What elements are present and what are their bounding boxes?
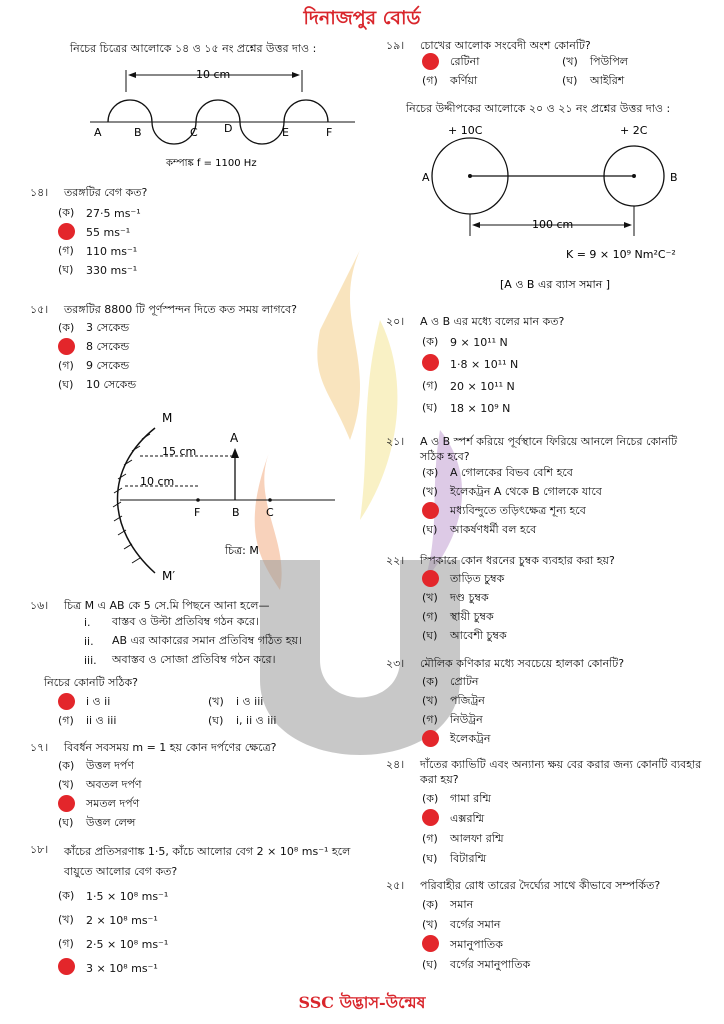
wave-frequency: কম্পাঙ্ক f = 1100 Hz [166, 158, 257, 169]
q19-option-1[interactable]: রেটিনা [422, 53, 562, 72]
q22-option-3[interactable]: (গ) স্থায়ী চুম্বক [422, 610, 494, 623]
q18-text: কাঁচের প্রতিসরণাঙ্ক 1·5, কাঁচে আলোর বেগ 2 × 10⁸ ms⁻¹ হলে বায়ুতে আলোর বেগ কত? [64, 845, 351, 878]
q24-option-4[interactable]: (ঘ) বিটারশ্মি [422, 851, 487, 865]
charge-a-value: + 10C [448, 124, 483, 137]
figure-caption: চিত্র: M [225, 544, 259, 557]
question-17 [30, 740, 370, 833]
q24-option-2[interactable]: এক্সরশ্মি [422, 809, 702, 829]
q20-option-3[interactable]: (গ) 20 × 10¹¹ N [422, 378, 515, 393]
mirror-label-m: M [162, 411, 173, 425]
q14-text: তরঙ্গটির বেগ কত? [64, 186, 148, 199]
q14-option-4[interactable]: (ঘ) 330 ms⁻¹ [58, 263, 138, 277]
wave-point-a: A [94, 126, 102, 139]
question-19 [386, 38, 706, 91]
q18-number: ১৮। [30, 843, 49, 856]
question-20 [386, 314, 706, 419]
q19-option-2[interactable]: (খ) পিউপিল [562, 55, 628, 68]
wave-diagram [70, 60, 370, 175]
question-16 [30, 598, 370, 731]
answer-mark-icon [58, 958, 75, 975]
q24-option-1[interactable]: (ক) গামা রশ্মি [422, 791, 491, 805]
question-18 [30, 842, 360, 980]
q19-option-4[interactable]: (ঘ) আইরিশ [562, 74, 625, 87]
answer-mark-icon [422, 730, 439, 747]
q16-ask: নিচের কোনটি সঠিক? [44, 676, 138, 689]
q22-option-1[interactable]: তাড়িত চুম্বক [422, 570, 706, 589]
q16-statement-1: i. বাস্তব ও উল্টা প্রতিবিম্ব গঠন করে। [84, 615, 259, 629]
wave-point-c: C [190, 126, 198, 139]
answer-mark-icon [422, 935, 439, 952]
q22-option-4[interactable]: (ঘ) আবেশী চুম্বক [422, 629, 507, 642]
question-24 [386, 757, 702, 869]
object-label-a: A [230, 431, 239, 445]
q16-number: ১৬। [30, 599, 49, 612]
q19-number: ১৯। [386, 39, 405, 52]
q21-option-3[interactable]: মধ্যবিন্দুতে তড়িৎক্ষেত্র শূন্য হবে [422, 502, 702, 521]
q23-option-2[interactable]: (খ) পজিট্রন [422, 694, 485, 707]
q15-option-1[interactable]: (ক) 3 সেকেন্ড [58, 321, 130, 334]
sphere-label-b: B [670, 171, 678, 184]
q17-option-1[interactable]: (ক) উত্তল দর্পণ [58, 759, 135, 772]
q22-text: স্পিকারে কোন ধরনের চুম্বক ব্যবহার করা হয়? [420, 554, 615, 567]
question-23 [386, 656, 706, 749]
q21-option-2[interactable]: (খ) ইলেকট্রন A থেকে B গোলকে যাবে [422, 485, 602, 498]
diameter-note: [A ও B এর ব্যাস সমান ] [500, 278, 611, 291]
q19-text: চোখের আলোক সংবেদী অংশ কোনটি? [420, 39, 591, 52]
charges-diagram [410, 118, 710, 298]
q14-option-1[interactable]: (ক) 27·5 ms⁻¹ [58, 206, 141, 220]
intro-14-15: নিচের চিত্রের আলোকে ১৪ ও ১৫ নং প্রশ্নের উত্তর দাও : [70, 42, 317, 55]
answer-mark-icon [422, 809, 439, 826]
q24-option-3[interactable]: (গ) আলফা রশ্মি [422, 831, 504, 845]
wave-distance-label: 10 cm [196, 68, 231, 81]
mirror-diagram [100, 408, 350, 588]
q20-number: ২০। [386, 315, 405, 328]
wave-point-f: F [326, 126, 333, 139]
q25-option-1[interactable]: (ক) সমান [422, 897, 474, 911]
q25-text: পরিবাহীর রোধ তারের দৈর্ঘ্যের সাথে কীভাবে সম্পর্কিত? [420, 879, 661, 892]
q18-option-2[interactable]: (খ) 2 × 10⁸ ms⁻¹ [58, 912, 158, 927]
q16-option-1[interactable]: i ও ii [58, 693, 208, 712]
q17-option-3[interactable]: সমতল দর্পণ [58, 795, 370, 814]
q16-option-3[interactable]: (গ) ii ও iii [58, 714, 117, 727]
q19-option-3[interactable]: (গ) কর্ণিয়া [422, 74, 478, 87]
q23-text: মৌলিক কণিকার মধ্যে সবচেয়ে হালকা কোনটি? [420, 657, 625, 670]
q23-option-3[interactable]: (গ) নিউট্রন [422, 713, 483, 726]
q17-option-4[interactable]: (ঘ) উত্তল লেন্স [58, 816, 136, 829]
coulomb-constant: K = 9 × 10⁹ Nm²C⁻² [566, 248, 676, 261]
q16-option-4[interactable]: (ঘ) i, ii ও iii [208, 714, 277, 727]
wave-point-d: D [224, 122, 233, 135]
q18-option-1[interactable]: (ক) 1·5 × 10⁸ ms⁻¹ [58, 888, 169, 903]
q16-option-2[interactable]: (খ) i ও iii [208, 695, 264, 708]
q20-option-4[interactable]: (ঘ) 18 × 10⁹ N [422, 400, 511, 415]
point-label-c: C [266, 506, 274, 519]
question-22 [386, 553, 706, 646]
q18-option-3[interactable]: (গ) 2·5 × 10⁸ ms⁻¹ [58, 936, 169, 951]
answer-mark-icon [422, 502, 439, 519]
question-25 [386, 878, 706, 975]
q16-text: চিত্র M এ AB কে 5 সে.মি পিছনে আনা হলে— [64, 599, 270, 612]
q21-option-1[interactable]: (ক) A গোলকের বিভব বেশি হবে [422, 466, 573, 479]
answer-mark-icon [58, 223, 75, 240]
q20-text: A ও B এর মধ্যে বলের মান কত? [420, 315, 565, 328]
q20-option-1[interactable]: (ক) 9 × 10¹¹ N [422, 334, 508, 349]
intro-20-21: নিচের উদ্দীপকের আলোকে ২০ ও ২১ নং প্রশ্নের উত্তর দাও : [406, 102, 671, 115]
q20-option-2[interactable]: 1·8 × 10¹¹ N [422, 353, 706, 375]
question-21 [386, 434, 702, 540]
answer-mark-icon [422, 53, 439, 70]
wave-point-b: B [134, 126, 142, 139]
q25-number: ২৫। [386, 879, 405, 892]
q16-statement-3: iii. অবাস্তব ও সোজা প্রতিবিম্ব গঠন করে। [84, 653, 276, 667]
q16-statement-2: ii. AB এর আকারের সমান প্রতিবিম্ব গঠিত হয়। [84, 634, 302, 648]
focus-label-f: F [194, 506, 201, 519]
q15-text: তরঙ্গটির 8800 টি পূর্ণস্পন্দন দিতে কত সময় লাগবে? [64, 303, 297, 316]
q15-option-4[interactable]: (ঘ) 10 সেকেন্ড [58, 378, 137, 391]
question-15 [30, 302, 370, 395]
q25-option-2[interactable]: (খ) বর্গের সমান [422, 917, 501, 931]
sphere-label-a: A [422, 171, 430, 184]
point-label-b: B [232, 506, 240, 519]
answer-mark-icon [422, 354, 439, 371]
q25-option-3[interactable]: সমানুপাতিক [422, 935, 706, 955]
q18-option-4[interactable]: 3 × 10⁸ ms⁻¹ [58, 956, 360, 980]
q24-text: দাঁতের ক্যাভিটি এবং অন্যান্য ক্ষয় বের করার জন্য কোনটি ব্যবহার করা হয়? [420, 758, 702, 786]
footer-brand: SSC উদ্ভাস-উন্মেষ [298, 993, 426, 1012]
q14-option-2[interactable]: 55 ms⁻¹ [58, 223, 360, 242]
page-title: দিনাজপুর বোর্ড [303, 7, 421, 29]
q17-text: বিবর্ধন সবসময় m = 1 হয় কোন দর্পণের ক্ষেত্রে? [64, 741, 277, 754]
q23-option-4[interactable]: ইলেকট্রন [422, 730, 706, 749]
q21-number: ২১। [386, 435, 405, 448]
wave-point-e: E [282, 126, 289, 139]
question-14 [30, 185, 360, 280]
answer-mark-icon [58, 693, 75, 710]
q21-option-4[interactable]: (ঘ) আকর্ষণধর্মী বল হবে [422, 523, 537, 536]
distance-15cm: 15 cm [162, 445, 197, 458]
mirror-label-m-prime: M′ [162, 569, 176, 583]
q22-number: ২২। [386, 554, 405, 567]
q23-option-1[interactable]: (ক) প্রোটন [422, 675, 479, 688]
q14-number: ১৪। [30, 186, 49, 199]
q22-option-2[interactable]: (খ) দণ্ড চুম্বক [422, 591, 489, 604]
q25-option-4[interactable]: (ঘ) বর্গের সমানুপাতিক [422, 957, 531, 971]
q17-option-2[interactable]: (খ) অবতল দর্পণ [58, 778, 142, 791]
q23-number: ২৩। [386, 657, 405, 670]
q14-option-3[interactable]: (গ) 110 ms⁻¹ [58, 244, 138, 258]
answer-mark-icon [58, 795, 75, 812]
q15-option-2[interactable]: 8 সেকেন্ড [58, 338, 370, 357]
distance-10cm: 10 cm [140, 475, 175, 488]
answer-mark-icon [422, 570, 439, 587]
answer-mark-icon [58, 338, 75, 355]
q21-text: A ও B স্পর্শ করিয়ে পূর্বস্থানে ফিরিয়ে আনলে নিচের কোনটি সঠিক হবে? [420, 435, 678, 463]
q17-number: ১৭। [30, 741, 49, 754]
q15-number: ১৫। [30, 303, 49, 316]
q24-number: ২৪। [386, 758, 405, 771]
distance-100cm: 100 cm [532, 218, 574, 231]
q15-option-3[interactable]: (গ) 9 সেকেন্ড [58, 359, 130, 372]
charge-b-value: + 2C [620, 124, 648, 137]
